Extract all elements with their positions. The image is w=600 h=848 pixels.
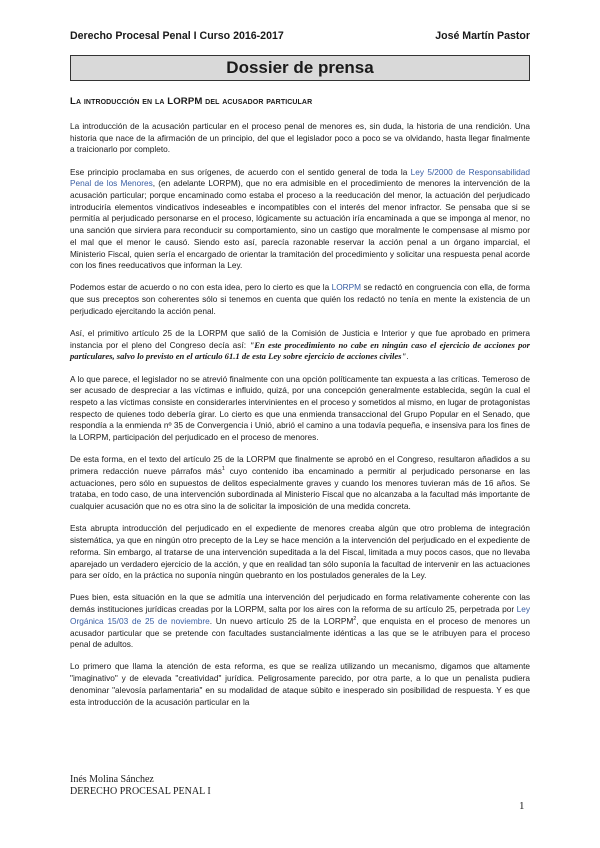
paragraph-2-text-a: Ese principio proclamaba en sus orígenes, de acuerdo con el sentido general de toda la xyxy=(70,166,411,177)
article-body xyxy=(70,121,530,719)
paragraph-3 xyxy=(70,282,530,317)
course-title: Derecho Procesal Penal I Curso 2016-2017 xyxy=(70,30,284,42)
paragraph-4 xyxy=(70,328,530,363)
footer-subject: DERECHO PROCESAL PENAL I xyxy=(70,785,211,797)
paragraph-8-text-c: , que enquista en el proceso de menores un acusador particular que se pretende con facultades sustancialmente idénticas a las que se le atribuyen para el proceso penal de adultos. xyxy=(70,615,530,650)
paragraph-4-text-b: . xyxy=(406,351,409,362)
footnote-ref-2[interactable]: 2 xyxy=(353,616,357,623)
page-number: 1 xyxy=(519,800,525,812)
author-name: José Martín Pastor xyxy=(435,30,530,42)
footnote-ref-1[interactable]: 1 xyxy=(221,466,225,473)
lorpm-link[interactable]: LORPM xyxy=(331,282,362,293)
page-header xyxy=(70,30,530,46)
paragraph-8 xyxy=(70,592,530,651)
paragraph-9: Lo primero que llama la atención de esta reforma, es que se realiza utilizando un mecanismo, digamos que altamente "imaginativo" y de elevada "creatividad" jurídica. Peligrosamente parecido, por otra parte, a lo que un penalista pudiera denominar "alevosía parlamentaria" en su modalidad de ataque súbito e inesperado sin posibilidad de respuesta. Y es que esta introducción de la acusación particular en la xyxy=(70,661,530,707)
paragraph-8-text-b: . Un nuevo artículo 25 de la LORPM xyxy=(209,615,354,626)
page-footer xyxy=(70,774,211,797)
paragraph-1: La introducción de la acusación particular en el proceso penal de menores es, sin duda, la historia de una rendición. Una historia que nace de la afirmación de un principio, del que el legislador poco a poco se va olvidando, hasta llegar finalmente a traicionarlo por completo. xyxy=(70,121,530,155)
paragraph-6-text-b: cuyo contenido iba encaminado a permitir al perjudicado personarse en las actuaciones, pero sólo en supuestos de delitos especialmente graves y cuando los menores tuvieran más de 16 años. Se trataba, en todo caso, de una intervención subordinada al Ministerio Fiscal que no alcanzaba a la facultad más importante de cualquier acusación que no es otra sino la de solicitar la imposición de una medida concreta. xyxy=(70,466,530,512)
paragraph-7: Esta abrupta introducción del perjudicado en el expediente de menores creaba algún que otro problema de integración sistemática, ya que en ningún otro precepto de la Ley se hace mención a la intervención del perjudicado en el expediente de reforma. Sin embargo, al tratarse de una intervención supeditada a la del Fiscal, limitada a muy pocos casos, que no llevaba aparejado un verdadero ejercicio de la acción, y que en realidad tan sólo suponía la facultad de intervenir en las actuaciones para ser oído, en la práctica no suponía ningún quebranto en los postulados generales de la Ley. xyxy=(70,523,530,581)
law-link-lorpm[interactable]: Ley 5/2000 de Responsabilidad Penal de los Menores xyxy=(70,166,530,189)
paragraph-3-text-b: se redactó en congruencia con ella, de forma que sus preceptos son coherentes sólo si tenemos en cuenta que quién los redactó no tenía en mente la existencia de un perjudicado ejercitando la acción penal. xyxy=(70,282,530,316)
paragraph-6 xyxy=(70,454,530,513)
document-title: Dossier de prensa xyxy=(70,55,530,81)
footer-student-name: Inés Molina Sánchez xyxy=(70,774,154,785)
paragraph-2-text-b: , (en adelante LORPM), que no era admisible en el procedimiento de menores la intervención de la acusación particular; porque encaminado como estaba el proceso a la reeducación del menor, la actuación del perjudicado introduciría elementos vindicativos indeseables e incompatibles con el interés del menor infractor. Se pensaba que si se permitía al perjudicado personarse en el proceso, lógicamente su actuación iría encaminada a que se imponga al menor, no una sanción que sirviera para reconducir su comportamiento, sino un castigo que moralmente le compensase al mismo por el mal que el menor le causó. Siendo esto así, parecía razonable reservar la acción penal a un órgano imparcial, el Ministerio Fiscal, quien sería el encargado de orientar la tramitación del procedimiento y solicitar una respuesta penal acorde con los fines reeducativos que informan la Ley. xyxy=(70,178,530,271)
paragraph-6-text-a: De esta forma, en el texto del artículo 25 de la LORPM que finalmente se aprobó en el Congreso, resultaron añadidos a su primera redacción nueve párrafos más xyxy=(70,454,530,477)
article-25-quote: "En este procedimiento no cabe en ningún caso el ejercicio de acciones por particulares, salvo lo previsto en el artículo 61.1 de esta Ley sobre ejercicio de acciones civiles" xyxy=(70,339,531,362)
paragraph-4-text-a: Así, el primitivo artículo 25 de la LORPM que salió de la Comisión de Justicia e Interior y que fue aprobado en primera instancia por el pleno del Congreso decía así: xyxy=(70,328,530,350)
organic-law-link[interactable]: Ley Orgánica 15/03 de 25 de noviembre xyxy=(70,604,530,626)
paragraph-8-text-a: Pues bien, esta situación en la que se admitía una intervención del perjudicado en forma relativamente coherente con las demás instituciones jurídicas creadas por la LORPM, salta por los aires con la reforma de su artículo 25, perpetrada por xyxy=(70,592,530,615)
section-heading: La introducción en la LORPM del acusador particular xyxy=(70,96,313,107)
paragraph-3-text-a: Podemos estar de acuerdo o no con esta idea, pero lo cierto es que la xyxy=(70,282,332,293)
paragraph-5: A lo que parece, el legislador no se atrevió finalmente con una opción políticamente tan expuesta a las críticas. Temeroso de ser acusado de despreciar a las víctimas e influido, quizá, por una concepción generalmente establecida, según la cual el respeto a las víctimas consiste en considerarles intervinientes en el proceso y sometidos al mismo, en lugar de protagonistas respecto de quienes todo debería girar. Lo cierto es que una enmienda transaccional del Grupo Popular en el Senado, que respondía a la enmienda nº 35 de Convergencia i Unió, abrió el camino a una todavía pequeña, e insensiva para los fines de la LORPM, participación del perjudicado en el proceso de menores. xyxy=(70,373,530,443)
paragraph-2 xyxy=(70,167,530,272)
